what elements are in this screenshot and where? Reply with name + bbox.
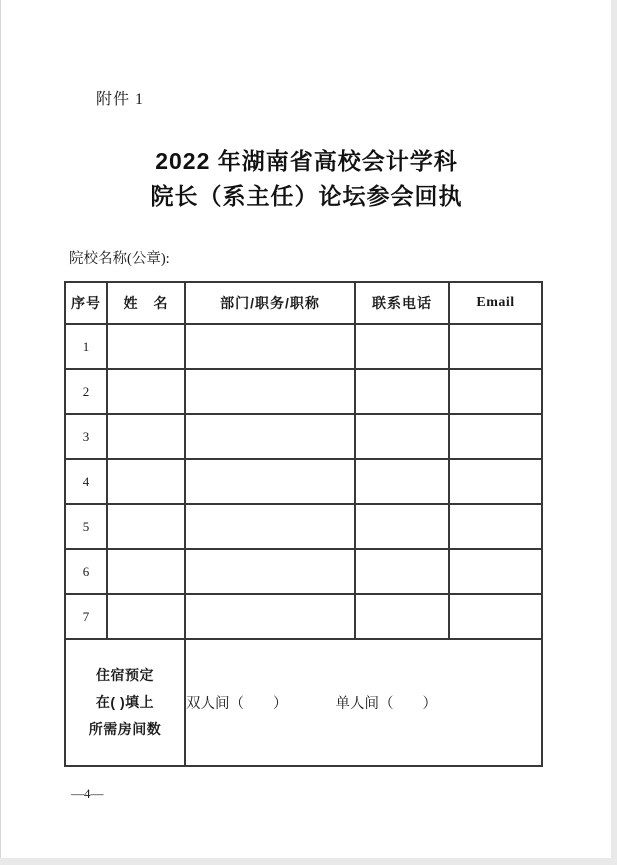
lodging-label-line3: 所需房间数 bbox=[88, 721, 162, 737]
double-room-option: 双人间（ ） bbox=[186, 696, 288, 712]
row-number: 3 bbox=[65, 414, 107, 459]
table-row bbox=[65, 549, 542, 594]
email-cell-empty bbox=[449, 549, 542, 594]
row-number: 2 bbox=[65, 369, 107, 414]
dept-cell-empty bbox=[185, 459, 355, 504]
col-header-phone: 联系电话 bbox=[355, 282, 449, 324]
name-cell-empty bbox=[107, 414, 185, 459]
single-room-option: 单人间（ ） bbox=[335, 696, 438, 712]
email-cell-empty bbox=[449, 324, 542, 369]
dept-cell-empty bbox=[185, 549, 355, 594]
document-title-line1: 2022 年湖南省高校会计学科 bbox=[155, 148, 458, 174]
phone-cell-empty bbox=[355, 504, 449, 549]
phone-cell-empty bbox=[355, 594, 449, 639]
row-number: 7 bbox=[65, 594, 107, 639]
col-header-seq: 序号 bbox=[65, 282, 107, 324]
attachment-label: 附件 1 bbox=[96, 91, 145, 108]
phone-cell-empty bbox=[355, 324, 449, 369]
name-cell-empty bbox=[107, 369, 185, 414]
col-header-name: 姓 名 bbox=[107, 282, 185, 324]
dept-cell-empty bbox=[185, 369, 355, 414]
email-cell-empty bbox=[449, 504, 542, 549]
col-header-dept-title: 部门/职务/职称 bbox=[185, 282, 355, 324]
row-number: 4 bbox=[65, 459, 107, 504]
table-header-row bbox=[65, 282, 542, 324]
institution-name-seal-label: 院校名称(公章): bbox=[69, 251, 170, 267]
name-cell-empty bbox=[107, 504, 185, 549]
email-cell-empty bbox=[449, 459, 542, 504]
row-number: 1 bbox=[65, 324, 107, 369]
table-row bbox=[65, 414, 542, 459]
phone-cell-empty bbox=[355, 549, 449, 594]
dept-cell-empty bbox=[185, 324, 355, 369]
col-header-email: Email bbox=[449, 282, 542, 324]
phone-cell-empty bbox=[355, 414, 449, 459]
email-cell-empty bbox=[449, 594, 542, 639]
table-row bbox=[65, 459, 542, 504]
table-row bbox=[65, 504, 542, 549]
phone-cell-empty bbox=[355, 369, 449, 414]
page-number: —4— bbox=[71, 786, 104, 801]
lodging-label-line2: 在( )填上 bbox=[95, 694, 155, 710]
lodging-label-line1: 住宿预定 bbox=[96, 667, 154, 683]
document-title-line2: 院长（系主任）论坛参会回执 bbox=[150, 183, 463, 209]
dept-cell-empty bbox=[185, 414, 355, 459]
name-cell-empty bbox=[107, 459, 185, 504]
phone-cell-empty bbox=[355, 459, 449, 504]
row-number: 6 bbox=[65, 549, 107, 594]
table-row bbox=[65, 369, 542, 414]
table-row bbox=[65, 594, 542, 639]
name-cell-empty bbox=[107, 594, 185, 639]
lodging-label-cell bbox=[65, 639, 185, 766]
dept-cell-empty bbox=[185, 594, 355, 639]
name-cell-empty bbox=[107, 324, 185, 369]
table-row bbox=[65, 324, 542, 369]
email-cell-empty bbox=[449, 414, 542, 459]
registration-table bbox=[64, 281, 543, 767]
document-title bbox=[1, 144, 612, 214]
lodging-options-cell bbox=[185, 639, 542, 766]
lodging-row bbox=[65, 639, 542, 766]
row-number: 5 bbox=[65, 504, 107, 549]
email-cell-empty bbox=[449, 369, 542, 414]
name-cell-empty bbox=[107, 549, 185, 594]
dept-cell-empty bbox=[185, 504, 355, 549]
